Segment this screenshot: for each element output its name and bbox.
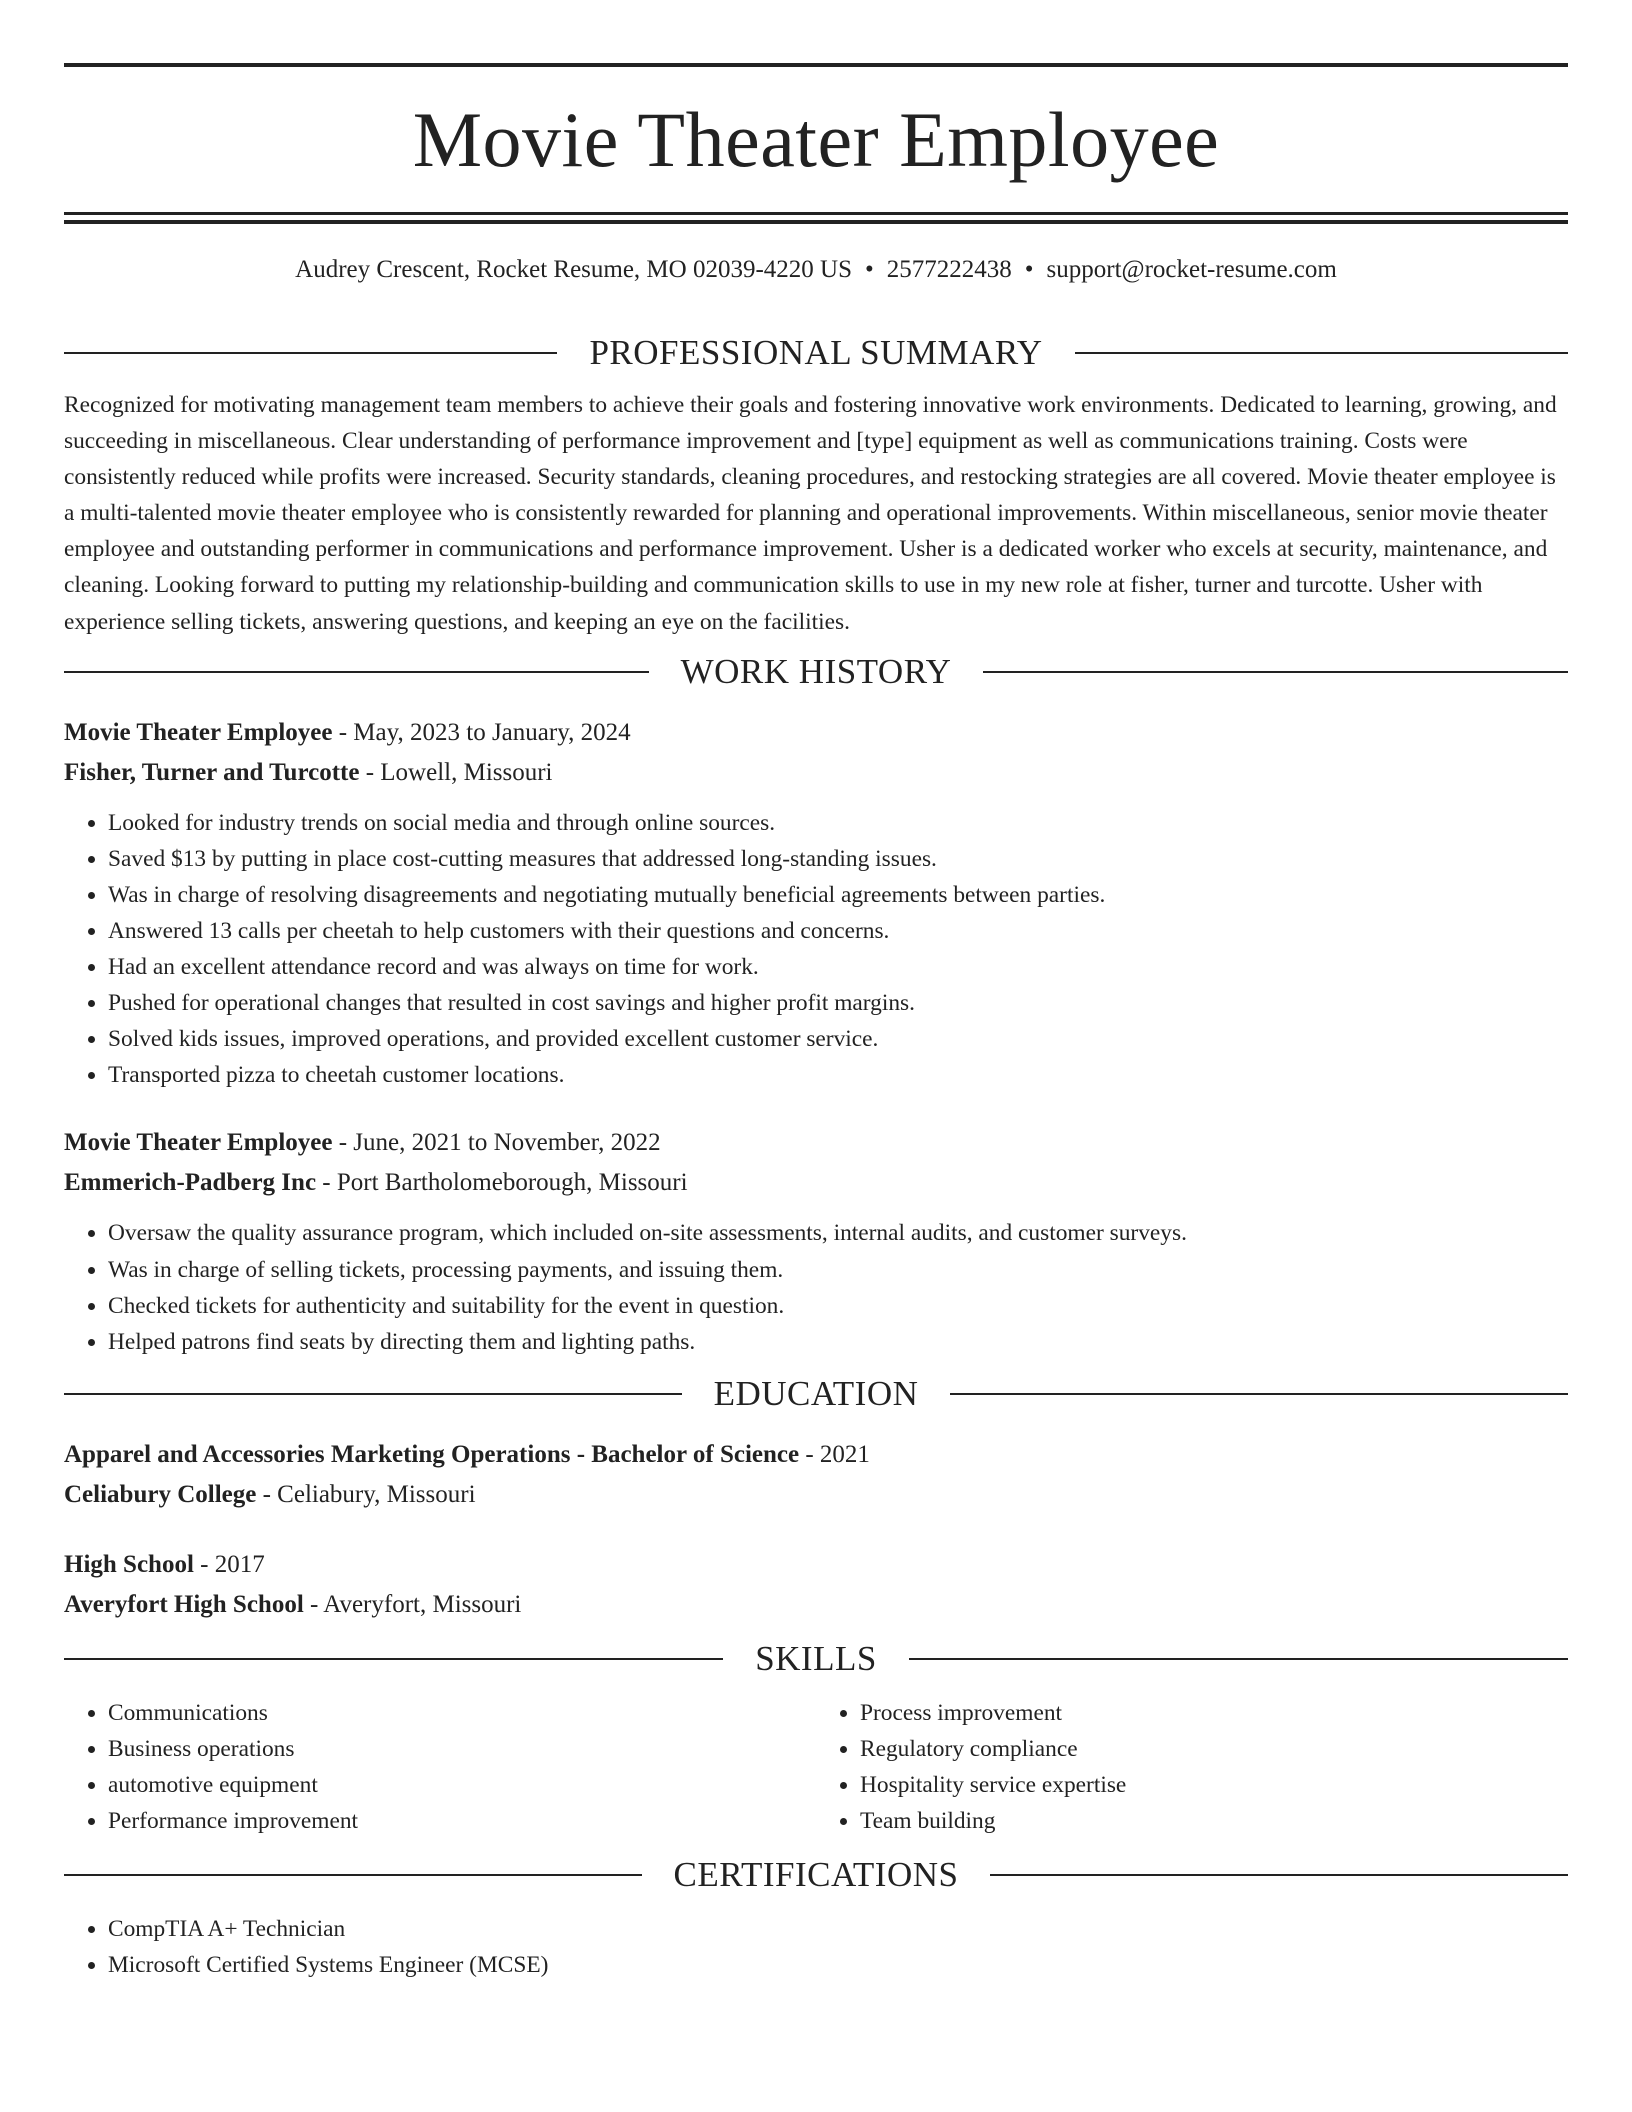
- heading-rule: [950, 1393, 1568, 1395]
- work-section-heading: [64, 650, 1568, 694]
- degree-line: [64, 1435, 1568, 1475]
- list-item: • Looked for industry trends on social media and through online sources.: [108, 805, 1568, 841]
- school-line: [64, 1475, 1568, 1515]
- summary-heading: PROFESSIONAL SUMMARY: [589, 333, 1043, 372]
- degree-name: High School: [64, 1550, 194, 1578]
- job-bullets: [64, 805, 1568, 1094]
- education-section-heading: [64, 1372, 1568, 1416]
- list-item: • Had an excellent attendance record and was always on time for work.: [108, 949, 1568, 985]
- list-item: • Performance improvement: [108, 1803, 816, 1839]
- list-item: • Solved kids issues, improved operations, and provided excellent customer service.: [108, 1021, 1568, 1057]
- list-item: • Hospitality service expertise: [860, 1767, 1568, 1803]
- resume-title: Movie Theater Employee: [412, 96, 1220, 183]
- job-title-line: [64, 713, 1568, 753]
- school-line: [64, 1585, 1568, 1625]
- heading-rule: [990, 1874, 1568, 1876]
- skills-list-right: [816, 1695, 1568, 1839]
- certifications-heading: CERTIFICATIONS: [673, 1855, 959, 1895]
- job-location: - Lowell, Missouri: [359, 758, 553, 786]
- heading-rule: [64, 1393, 682, 1395]
- education-heading: EDUCATION: [713, 1373, 919, 1413]
- list-item: • Communications: [108, 1695, 816, 1731]
- degree-line: [64, 1545, 1568, 1585]
- skills-section-heading: [64, 1637, 1568, 1681]
- school-location: - Averyfort, Missouri: [303, 1590, 522, 1618]
- contact-address: Audrey Crescent, Rocket Resume, MO 02039-4220 US: [295, 256, 853, 283]
- contact-phone: 2577222438: [886, 256, 1012, 283]
- list-item: • Business operations: [108, 1731, 816, 1767]
- list-item: • Answered 13 calls per cheetah to help customers with their questions and concerns.: [108, 913, 1568, 949]
- degree-year: - 2021: [799, 1440, 870, 1468]
- job-location: - Port Bartholomeborough, Missouri: [316, 1169, 688, 1197]
- list-item: • Pushed for operational changes that resulted in cost savings and higher profit margins.: [108, 985, 1568, 1021]
- skills-heading: SKILLS: [755, 1638, 877, 1678]
- contact-email: support@rocket-resume.com: [1046, 256, 1337, 283]
- school-name: Averyfort High School: [64, 1590, 304, 1618]
- list-item: • Oversaw the quality assurance program, which included on-site assessments, internal audits, and customer surveys.: [108, 1215, 1568, 1251]
- list-item: • CompTIA A+ Technician: [108, 1911, 1568, 1947]
- job-title: Movie Theater Employee: [64, 718, 333, 746]
- skills-columns: [64, 1695, 1568, 1839]
- resume-page: [64, 0, 1568, 1983]
- contact-separator: •: [865, 256, 874, 283]
- job-company: Fisher, Turner and Turcotte: [64, 758, 360, 786]
- certifications-list: [64, 1911, 1568, 1983]
- job-bullets: [64, 1215, 1568, 1359]
- degree-year: - 2017: [193, 1550, 265, 1578]
- heading-rule: [64, 1874, 642, 1876]
- job-entry: [64, 713, 1568, 1094]
- list-item: • Team building: [860, 1803, 1568, 1839]
- education-entry: [64, 1545, 1568, 1625]
- job-dates: - May, 2023 to January, 2024: [332, 718, 631, 746]
- job-dates: - June, 2021 to November, 2022: [332, 1129, 661, 1157]
- heading-rule: [64, 1658, 723, 1660]
- job-company: Emmerich-Padberg Inc: [64, 1169, 317, 1197]
- list-item: • Transported pizza to cheetah customer locations.: [108, 1057, 1568, 1093]
- degree-name: Apparel and Accessories Marketing Operations - Bachelor of Science: [64, 1440, 800, 1468]
- list-item: • Microsoft Certified Systems Engineer (MCSE): [108, 1947, 1568, 1983]
- list-item: • Process improvement: [860, 1695, 1568, 1731]
- contact-line: [64, 253, 1568, 287]
- list-item: • Was in charge of selling tickets, processing payments, and issuing them.: [108, 1252, 1568, 1288]
- summary-text: Recognized for motivating management team members to achieve their goals and fostering innovative work environments. Dedicated to learning, growing, and succeeding in miscellaneous. Clear understanding of performance improvement and [type] equipment as well as communications training. Costs were consistently reduced while profits were increased. Security standards, cleaning procedures, and restocking strategies are all covered. Movie theater employee is a multi-talented movie theater employee who is consistently rewarded for planning and operational improvements. Within miscellaneous, senior movie theater employee and outstanding performer in communications and performance improvement. Usher is a dedicated worker who excels at security, maintenance, and cleaning. Looking forward to putting my relationship-building and communication skills to use in my new role at fisher, turner and turcotte. Usher with experience selling tickets, answering questions, and keeping an eye on the facilities.: [64, 392, 1557, 635]
- education-entry: [64, 1435, 1568, 1515]
- job-title: Movie Theater Employee: [64, 1129, 333, 1157]
- heading-rule: [909, 1658, 1568, 1660]
- title-double-rule: [64, 212, 1568, 215]
- top-rule: [64, 63, 1568, 67]
- list-item: • Regulatory compliance: [860, 1731, 1568, 1767]
- heading-rule: [983, 671, 1568, 673]
- list-item: • Helped patrons find seats by directing them and lighting paths.: [108, 1324, 1568, 1360]
- school-location: - Celiabury, Missouri: [256, 1480, 476, 1508]
- list-item: • automotive equipment: [108, 1767, 816, 1803]
- skills-list-left: [64, 1695, 816, 1839]
- list-item: • Was in charge of resolving disagreements and negotiating mutually beneficial agreements between parties.: [108, 877, 1568, 913]
- school-name: Celiabury College: [64, 1480, 257, 1508]
- heading-rule: [1075, 352, 1568, 354]
- heading-rule: [64, 671, 649, 673]
- job-company-line: [64, 753, 1568, 793]
- work-heading: WORK HISTORY: [680, 651, 952, 691]
- heading-rule: [64, 352, 557, 354]
- job-entry: [64, 1123, 1568, 1359]
- contact-separator: •: [1024, 256, 1034, 283]
- list-item: • Saved $13 by putting in place cost-cutting measures that addressed long-standing issues.: [108, 841, 1568, 877]
- summary-section-heading: [64, 331, 1568, 375]
- list-item: • Checked tickets for authenticity and suitability for the event in question.: [108, 1288, 1568, 1324]
- job-company-line: [64, 1163, 1568, 1203]
- certifications-section-heading: [64, 1853, 1568, 1897]
- job-title-line: [64, 1123, 1568, 1163]
